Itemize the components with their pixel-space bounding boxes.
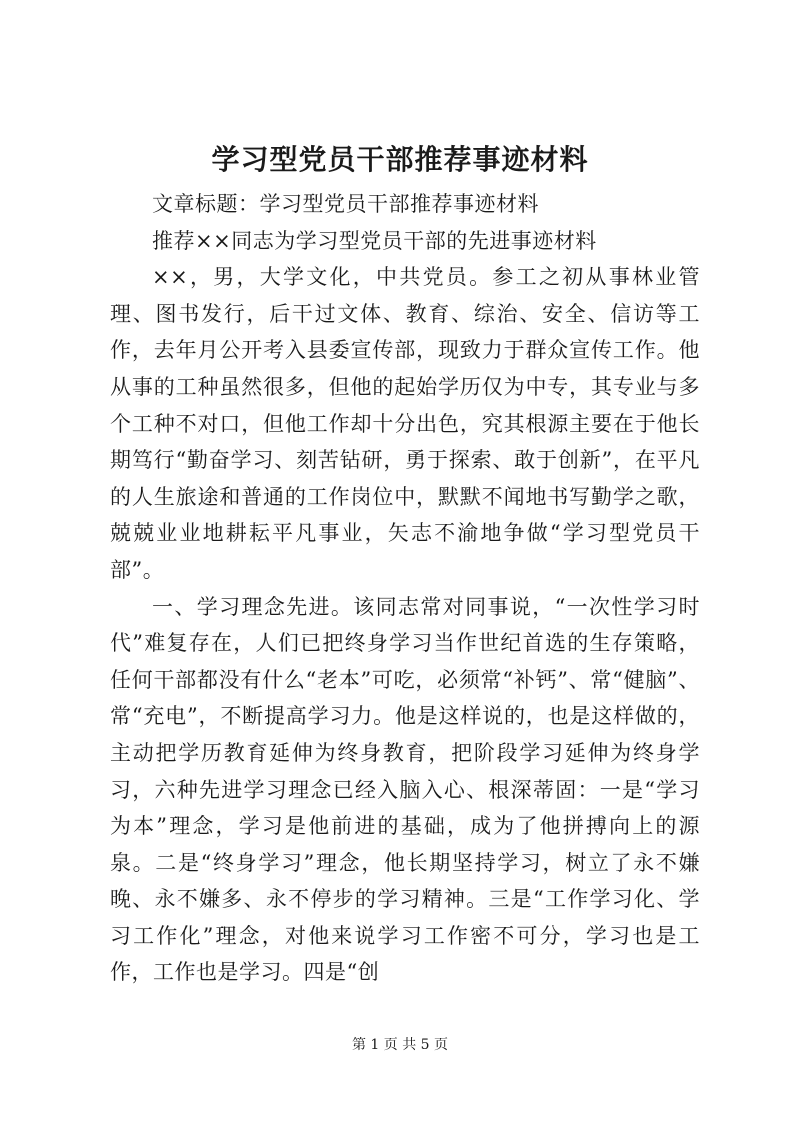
paragraph-learning-philosophy: 一、学习理念先进。该同志常对同事说，“一次性学习时代”难复存在，人们已把终身学习当作世纪首选的生存策略，任何干部都没有什么“老本”可吃，必须常“补钙”、常“健脑”、常“充电”，不断提高学习力。他是这样说的，也是这样做的，主动把学历教育延伸为终身教育，把阶段学习延伸为终身学习，六种先进学习理念已经入脑入心、根深蒂固：一是“学习为本”理念，学习是他前进的基础，成为了他拼搏向上的源泉。二是“终身学习”理念，他长期坚持学习，树立了永不嫌晚、永不嫌多、永不停步的学习精神。三是“工作学习化、学习工作化”理念，对他来说学习工作密不可分，学习也是工作，工作也是学习。四是“创 (110, 594, 700, 985)
paragraph-article-heading: 文章标题：学习型党员干部推荐事迹材料 (152, 192, 539, 216)
document-title: 学习型党员干部推荐事迹材料 (211, 143, 589, 176)
page-number-footer: 第 1 页 共 5 页 (351, 1037, 449, 1053)
document-body (110, 186, 700, 991)
paragraph-recommendation-heading: 推荐××同志为学习型党员干部的先进事迹材料 (152, 228, 597, 253)
paragraph-profile: ××，男，大学文化，中共党员。参工之初从事林业管理、图书发行，后干过文体、教育、综治、安全、信访等工作，去年月公开考入县委宣传部，现致力于群众宣传工作。他从事的工种虽然很多，但他的起始学历仅为中专，其专业与多个工种不对口，但他工作却十分出色，究其根源主要在于他长期笃行“勤奋学习、刻苦钻研，勇于探索、敢于创新”，在平凡的人生旅途和普通的工作岗位中，默默不闻地书写勤学之歌，兢兢业业地耕耘平凡事业，矢志不渝地争做“学习型党员干部”。 (110, 265, 700, 582)
